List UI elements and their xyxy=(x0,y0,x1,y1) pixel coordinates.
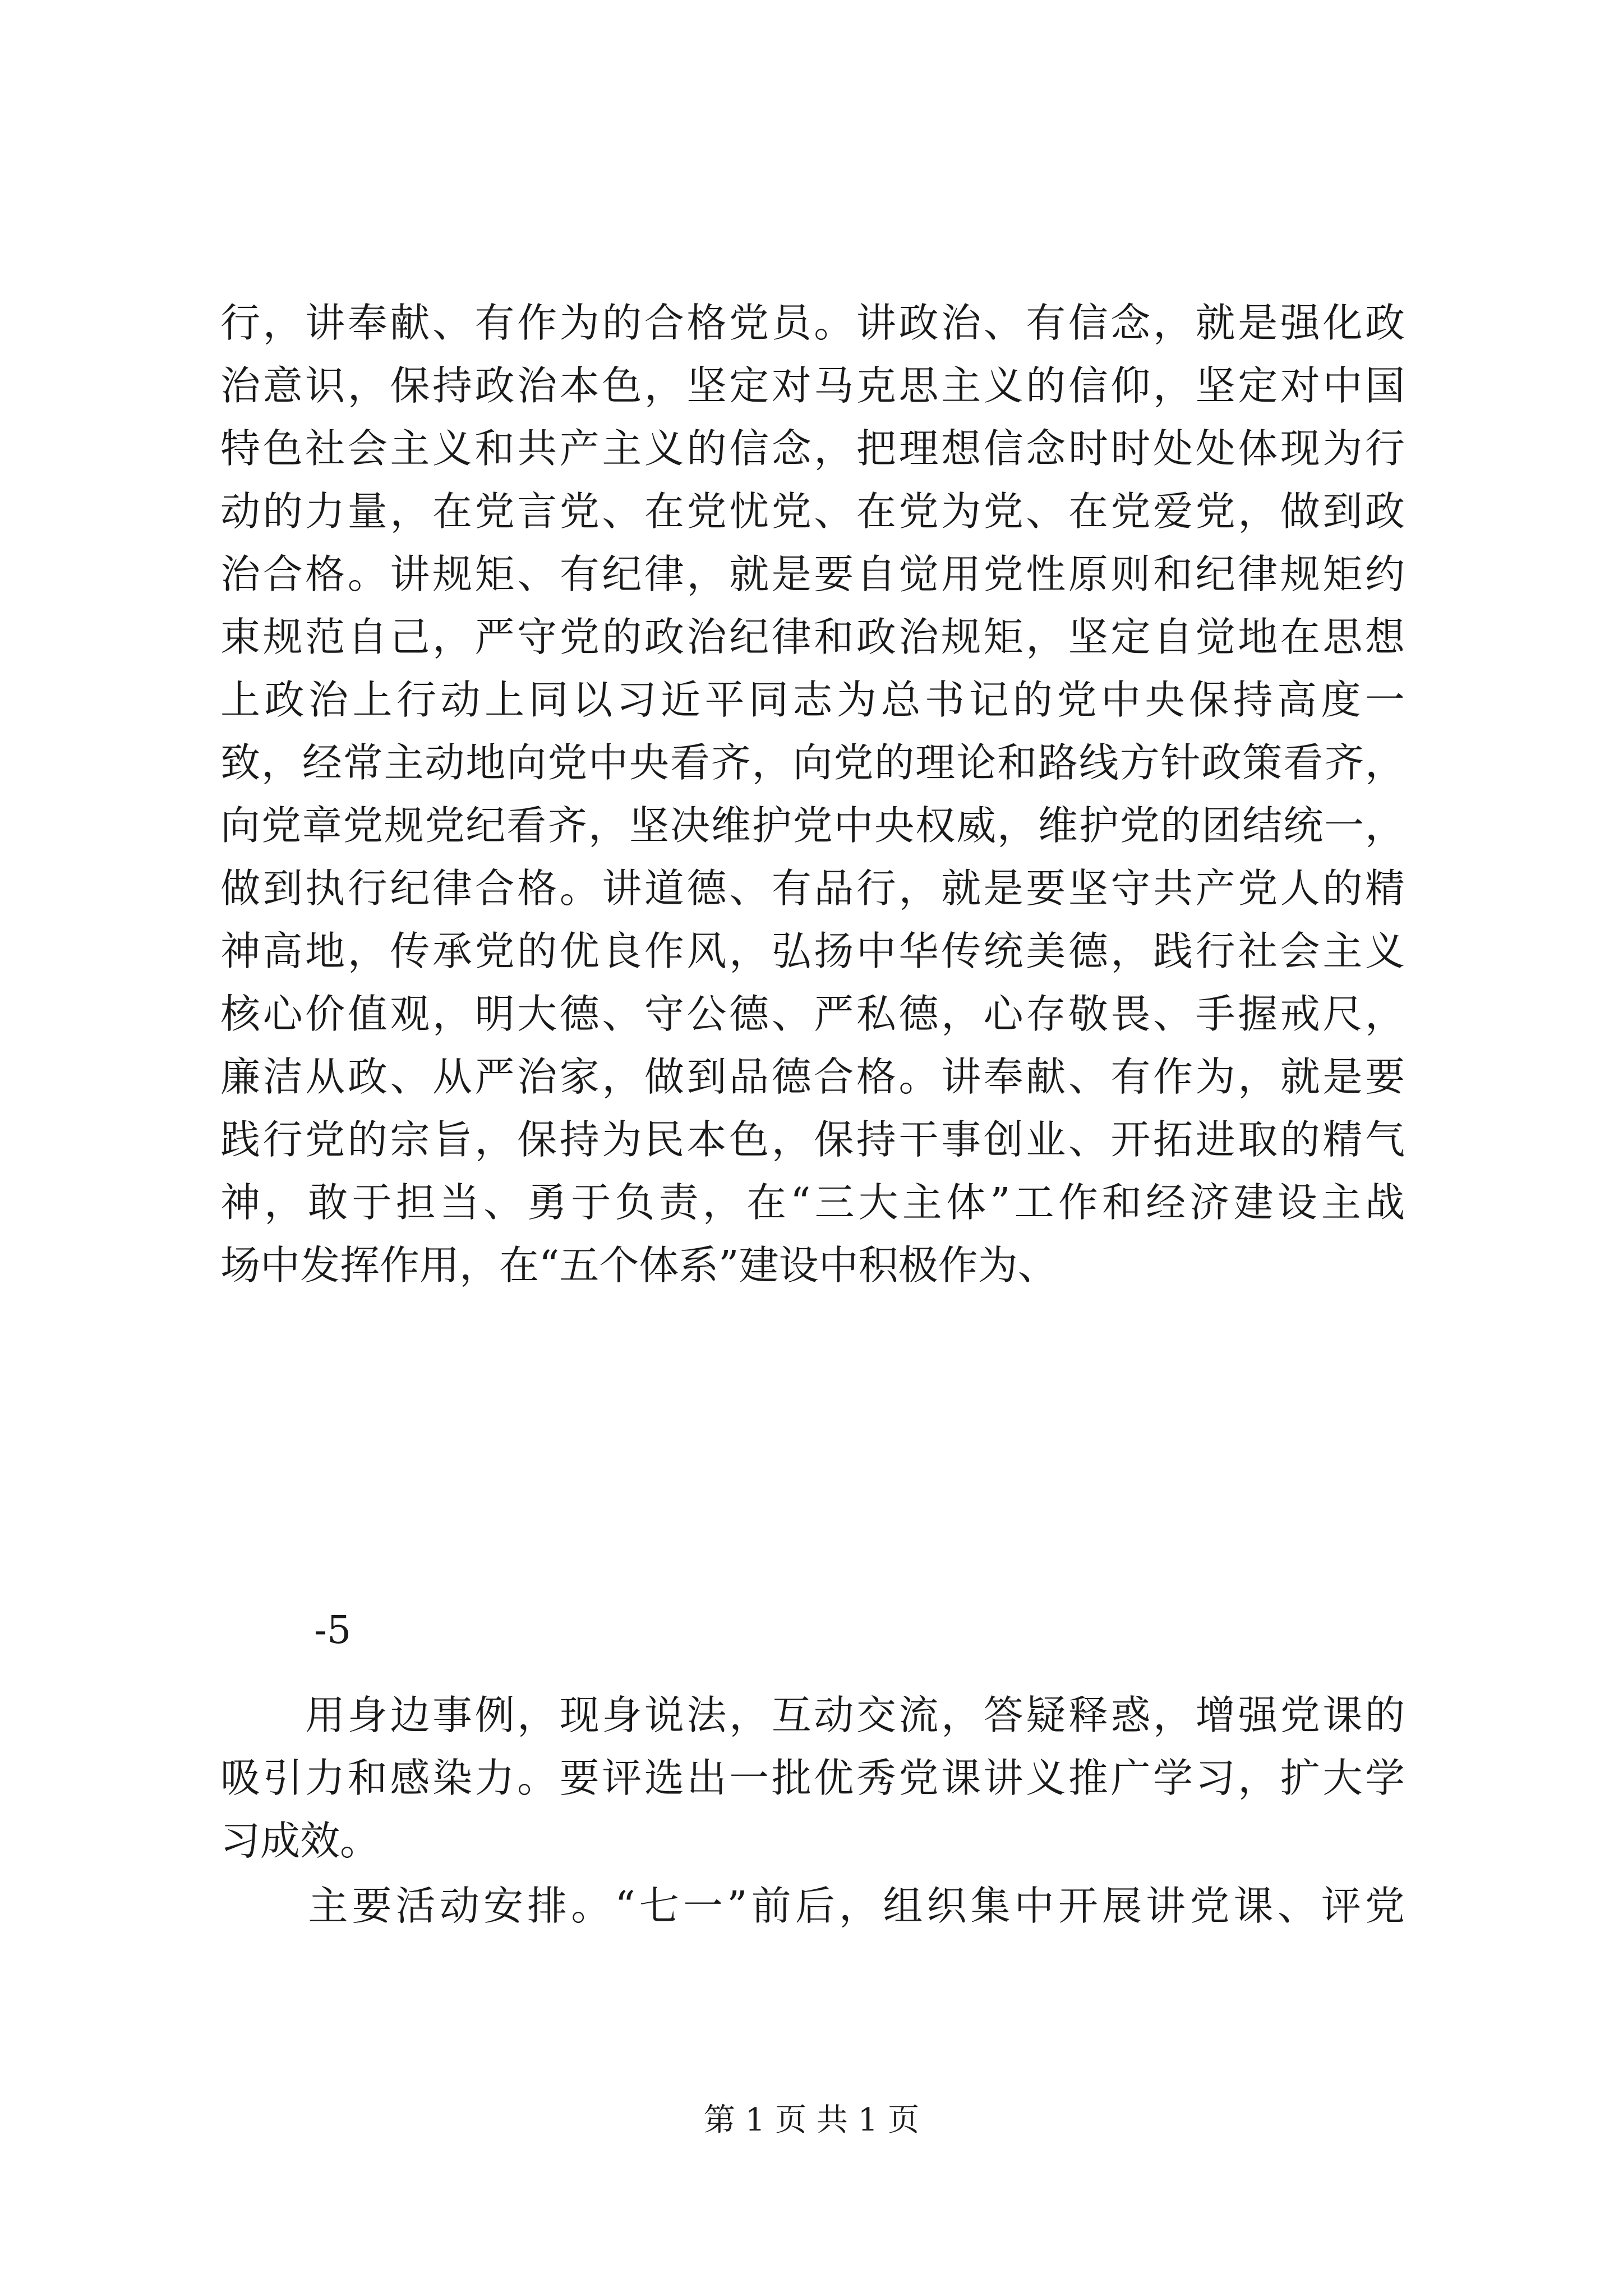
text-line: 束规范自己，严守党的政治纪律和政治规矩，坚定自觉地在思想 xyxy=(220,614,1405,660)
text-line: 上政治上行动上同以习近平同志为总书记的党中央保持高度一 xyxy=(220,677,1405,723)
text-line: 习成效。 xyxy=(220,1818,380,1864)
text-line: 特色社会主义和共产主义的信念，把理想信念时时处处体现为行 xyxy=(220,425,1405,472)
text-line: 场中发挥作用，在“五个体系”建设中积极作为、 xyxy=(220,1242,1058,1289)
paragraph-2 xyxy=(220,1684,1405,1872)
paragraph-1 xyxy=(220,292,1405,1297)
text-line: 治合格。讲规矩、有纪律，就是要自觉用党性原则和纪律规矩约 xyxy=(220,551,1405,597)
text-line: 神高地，传承党的优良作风，弘扬中华传统美德，践行社会主义 xyxy=(220,928,1405,974)
text-line: 吸引力和感染力。要评选出一批优秀党课讲义推广学习，扩大学 xyxy=(220,1755,1405,1801)
text-line: 治意识，保持政治本色，坚定对马克思主义的信仰，坚定对中国 xyxy=(220,362,1405,409)
text-line: 神，敢于担当、勇于负责，在“三大主体”工作和经济建设主战 xyxy=(220,1179,1405,1226)
page-marker: -5 xyxy=(314,1608,352,1653)
text-line: 向党章党规党纪看齐，坚决维护党中央权威，维护党的团结统一， xyxy=(220,802,1405,849)
text-line: 践行党的宗旨，保持为民本色，保持干事创业、开拓进取的精气 xyxy=(220,1116,1405,1163)
text-line: 动的力量，在党言党、在党忧党、在党为党、在党爱党，做到政 xyxy=(220,488,1405,535)
text-line: 做到执行纪律合格。讲道德、有品行，就是要坚守共产党人的精 xyxy=(220,865,1405,912)
text-line: 致，经常主动地向党中央看齐，向党的理论和路线方针政策看齐， xyxy=(220,739,1405,786)
page-footer: 第 1 页 共 1 页 xyxy=(703,2102,920,2138)
text-line: 核心价值观，明大德、守公德、严私德，心存敬畏、手握戒尺， xyxy=(220,991,1405,1037)
text-line: 用身边事例，现身说法，互动交流，答疑释惑，增强党课的 xyxy=(220,1692,1405,1738)
text-line: 廉洁从政、从严治家，做到品德合格。讲奉献、有作为，就是要 xyxy=(220,1053,1405,1100)
text-line: 行，讲奉献、有作为的合格党员。讲政治、有信念，就是强化政 xyxy=(220,300,1405,346)
paragraph-3 xyxy=(220,1875,1405,1938)
text-line: 主要活动安排。“七一”前后，组织集中开展讲党课、评党 xyxy=(220,1883,1405,1929)
